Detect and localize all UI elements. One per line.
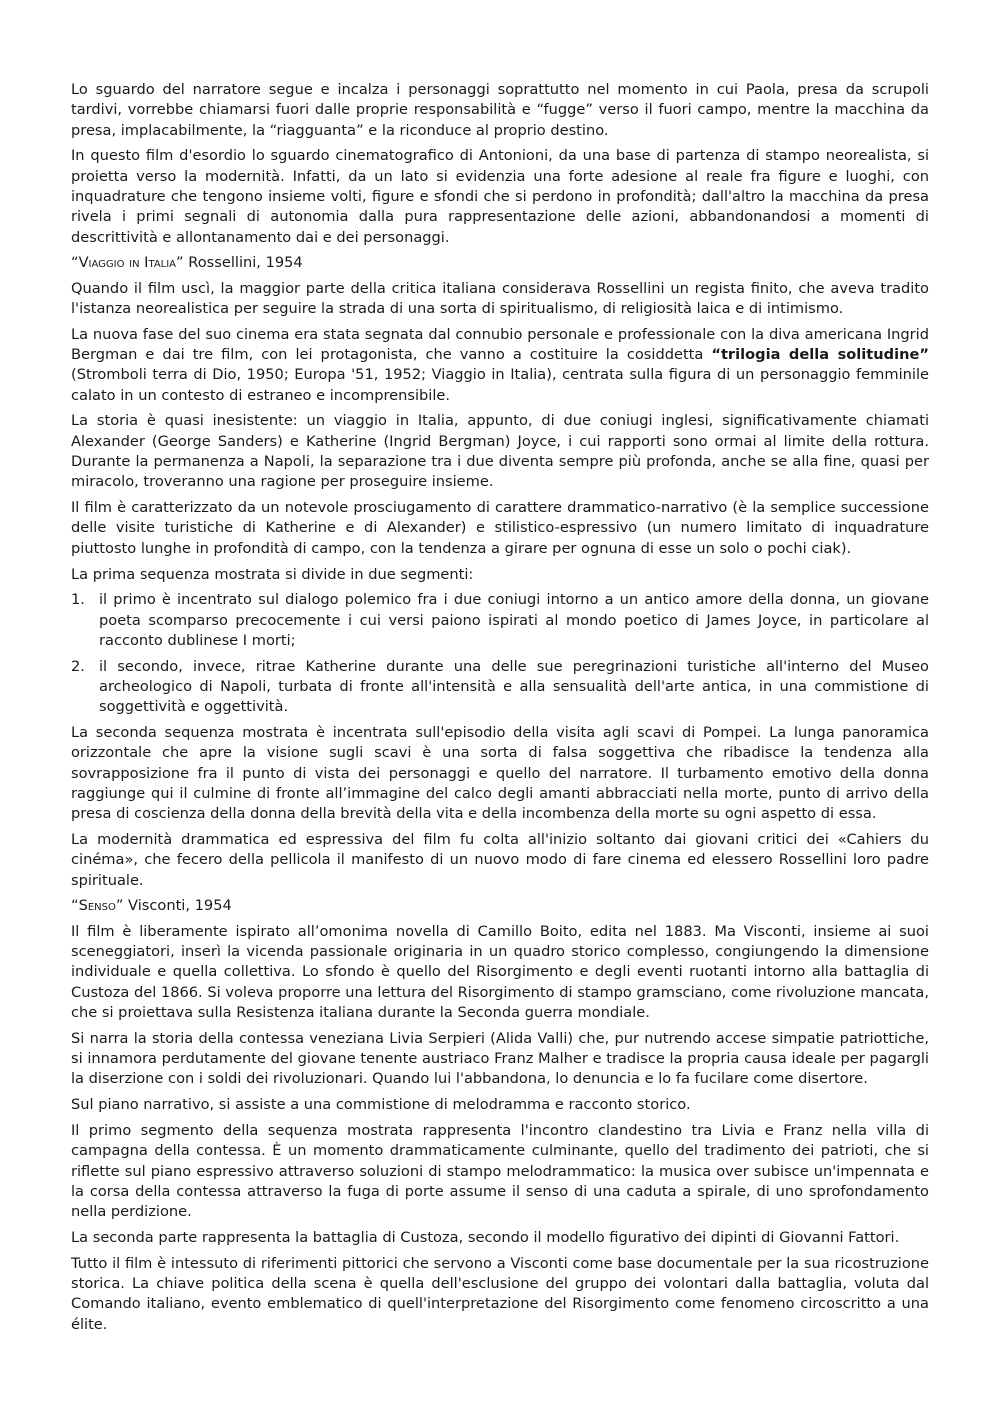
heading-open-quote: “ [71,897,79,915]
paragraph: Si narra la storia della contessa veneziana Livia Serpieri (Alida Valli) che, pur nutrendo accese simpatie patriottiche, si innamora perdutamente del giovane tenente austriaco Franz Malher e tradisce la propria causa ideale per pagargli la diserzione con i soldi dei rivoluzionari. Quando lui l'abbandona, lo denuncia e lo fa fucilare come disertore. [71,1029,929,1088]
paragraph: Il film è caratterizzato da un notevole prosciugamento di carattere drammatico-narrativo (è la semplice successione delle visite turistiche di Katherine e di Alexander) e stilistico-espressivo (un numero limitato di inquadrature piuttosto lunghe in profondità di campo, con la tendenza a girare per ognuna di esse un solo o pochi ciak). [71,499,929,557]
paragraph: La prima sequenza mostrata si divide in due segmenti: [71,565,474,583]
paragraph: Lo sguardo del narratore segue e incalza i personaggi soprattutto nel momento in cui Paola, presa da scrupoli tardivi, vorrebbe chiamarsi fuori dalle proprie responsabilità e “fugge” verso il fuori campo, mentre la macchina da presa, implacabilmente, la “riagguanta” e la riconduce al proprio destino. [71,81,929,139]
paragraph-trilogia [71,325,929,406]
section-heading-viaggio-in-italia [71,253,929,273]
document-page [71,80,929,1340]
list-number: 2. [71,657,85,675]
list-item [71,657,929,718]
paragraph: La seconda sequenza mostrata è incentrata sull'episodio della visita agli scavi di Pompei. La lunga panoramica orizzontale che apre la visione sugli scavi è una sorta di falsa soggettiva che ribadisce la tendenza alla sovrapposizione fra il punto di vista dei personaggi e quello del narratore. Il turbamento emotivo della donna raggiunge qui il culmine di fronte all’immagine del calco degli amanti abbracciati nella morte, punto di arrivo della presa di coscienza della donna della brevità della vita e della incombenza della morte su ogni aspetto di essa. [71,724,929,823]
paragraph: Il primo segmento della sequenza mostrata rappresenta l'incontro clandestino tra Livia e Franz nella villa di campagna della contessa. È un momento drammaticamente culminante, quello del tradimento dei patrioti, che si riflette sul piano espressivo attraverso soluzioni di stampo melodrammatico: la musica over subisce un'impennata e la corsa della contessa attraverso la fuga di porte assume il senso di una caduta a spirale, di uno sprofondamento nella perdizione. [71,1121,929,1221]
paragraph: In questo film d'esordio lo sguardo cinematografico di Antonioni, da una base di partenza di stampo neorealista, si proietta verso la modernità. Infatti, da un lato si evidenzia una forte adesione al reale fra figure e luoghi, con inquadrature che tengono insieme volti, figure e sfondi che si perdono in profondità; dall'altro la macchina da presa rivela i primi segnali di autonomia dalla pura rappresentazione delle azioni, abbandonandosi a momenti di descrittività e allontanamento dai e dei personaggi. [71,147,929,246]
bold-term: “trilogia della solitudine” [711,346,929,364]
paragraph: La storia è quasi inesistente: un viaggio in Italia, appunto, di due coniugi inglesi, significativamente chiamati Alexander (George Sanders) e Katherine (Ingrid Bergman) Joyce, i cui rapporti sono ormai al limite della rottura. Durante la permanenza a Napoli, la separazione tra i due diventa sempre più profonda, anche se alla fine, quasi per miracolo, troveranno una ragione per proseguire insieme. [71,412,929,491]
list-item [71,590,929,651]
heading-open-quote: “ [71,254,79,272]
paragraph: La seconda parte rappresenta la battaglia di Custoza, secondo il modello figurativo dei dipinti di Giovanni Fattori. [71,1228,900,1246]
text-run: (Stromboli terra di Dio, 1950; Europa '51, 1952; Viaggio in Italia), centrata sulla figura di un personaggio femminile calato in un contesto di estraneo e incomprensibile. [71,366,929,404]
heading-film-title: Viaggio in Italia [78,254,177,272]
paragraph: Sul piano narrativo, si assiste a una commistione di melodramma e racconto storico. [71,1096,691,1114]
numbered-list [71,590,929,717]
section-heading-senso [71,896,929,916]
text-run: La nuova fase del suo cinema era stata segnata dal connubio personale e professionale con la diva americana Ingrid Bergman e dai tre film, con lei protagonista, che vanno a costituire la cosiddetta [71,325,929,364]
paragraph: La modernità drammatica ed espressiva del film fu colta all'inizio soltanto dai giovani critici dei «Cahiers du cinéma», che fecero della pellicola il manifesto di un nuovo modo di fare cinema ed elessero Rossellini loro padre spirituale. [71,831,929,889]
paragraph: Il film è liberamente ispirato all’omonima novella di Camillo Boito, edita nel 1883. Ma Visconti, insieme ai suoi sceneggiatori, inserì la vicenda passionale originaria in un quadro storico complesso, congiungendo la dimensione individuale e quella collettiva. Lo sfondo è quello del Risorgimento e degli eventi ruotanti intorno alla battaglia di Custoza del 1866. Si voleva proporre una lettura del Risorgimento di stampo gramsciano, come rivoluzione mancata, che si proiettava sulla Resistenza italiana durante la Seconda guerra mondiale. [71,922,929,1021]
list-item-text: il primo è incentrato sul dialogo polemico fra i due coniugi intorno a un antico amore della donna, un giovane poeta scomparso precocemente i cui versi paiono ispirati al mondo poetico di James Joyce, in particolare al racconto dublinese I morti; [99,591,929,649]
heading-director-year: ” Rossellini, 1954 [176,254,303,272]
list-number: 1. [71,591,85,609]
paragraph: Quando il film uscì, la maggior parte della critica italiana considerava Rossellini un regista finito, che aveva tradito l'istanza neorealistica per seguire la strada di una sorta di spiritualismo, di religiosità laica e di intimismo. [71,279,929,317]
heading-director-year: ” Visconti, 1954 [115,897,232,915]
paragraph: Tutto il film è intessuto di riferimenti pittorici che servono a Visconti come base documentale per la sua ricostruzione storica. La chiave politica della scena è quella dell'esclusione del gruppo dei volontari dalla battaglia, voluta dal Comando italiano, evento emblematico di quell'interpretazione del Risorgimento come fenomeno circoscritto a una élite. [71,1254,929,1333]
list-item-text: il secondo, invece, ritrae Katherine durante una delle sue peregrinazioni turistiche all'interno del Museo archeologico di Napoli, turbata di fronte all'intensità e alla sensualità dell'arte antica, in una commistione di soggettività e oggettività. [99,657,929,716]
heading-film-title: Senso [78,897,116,915]
